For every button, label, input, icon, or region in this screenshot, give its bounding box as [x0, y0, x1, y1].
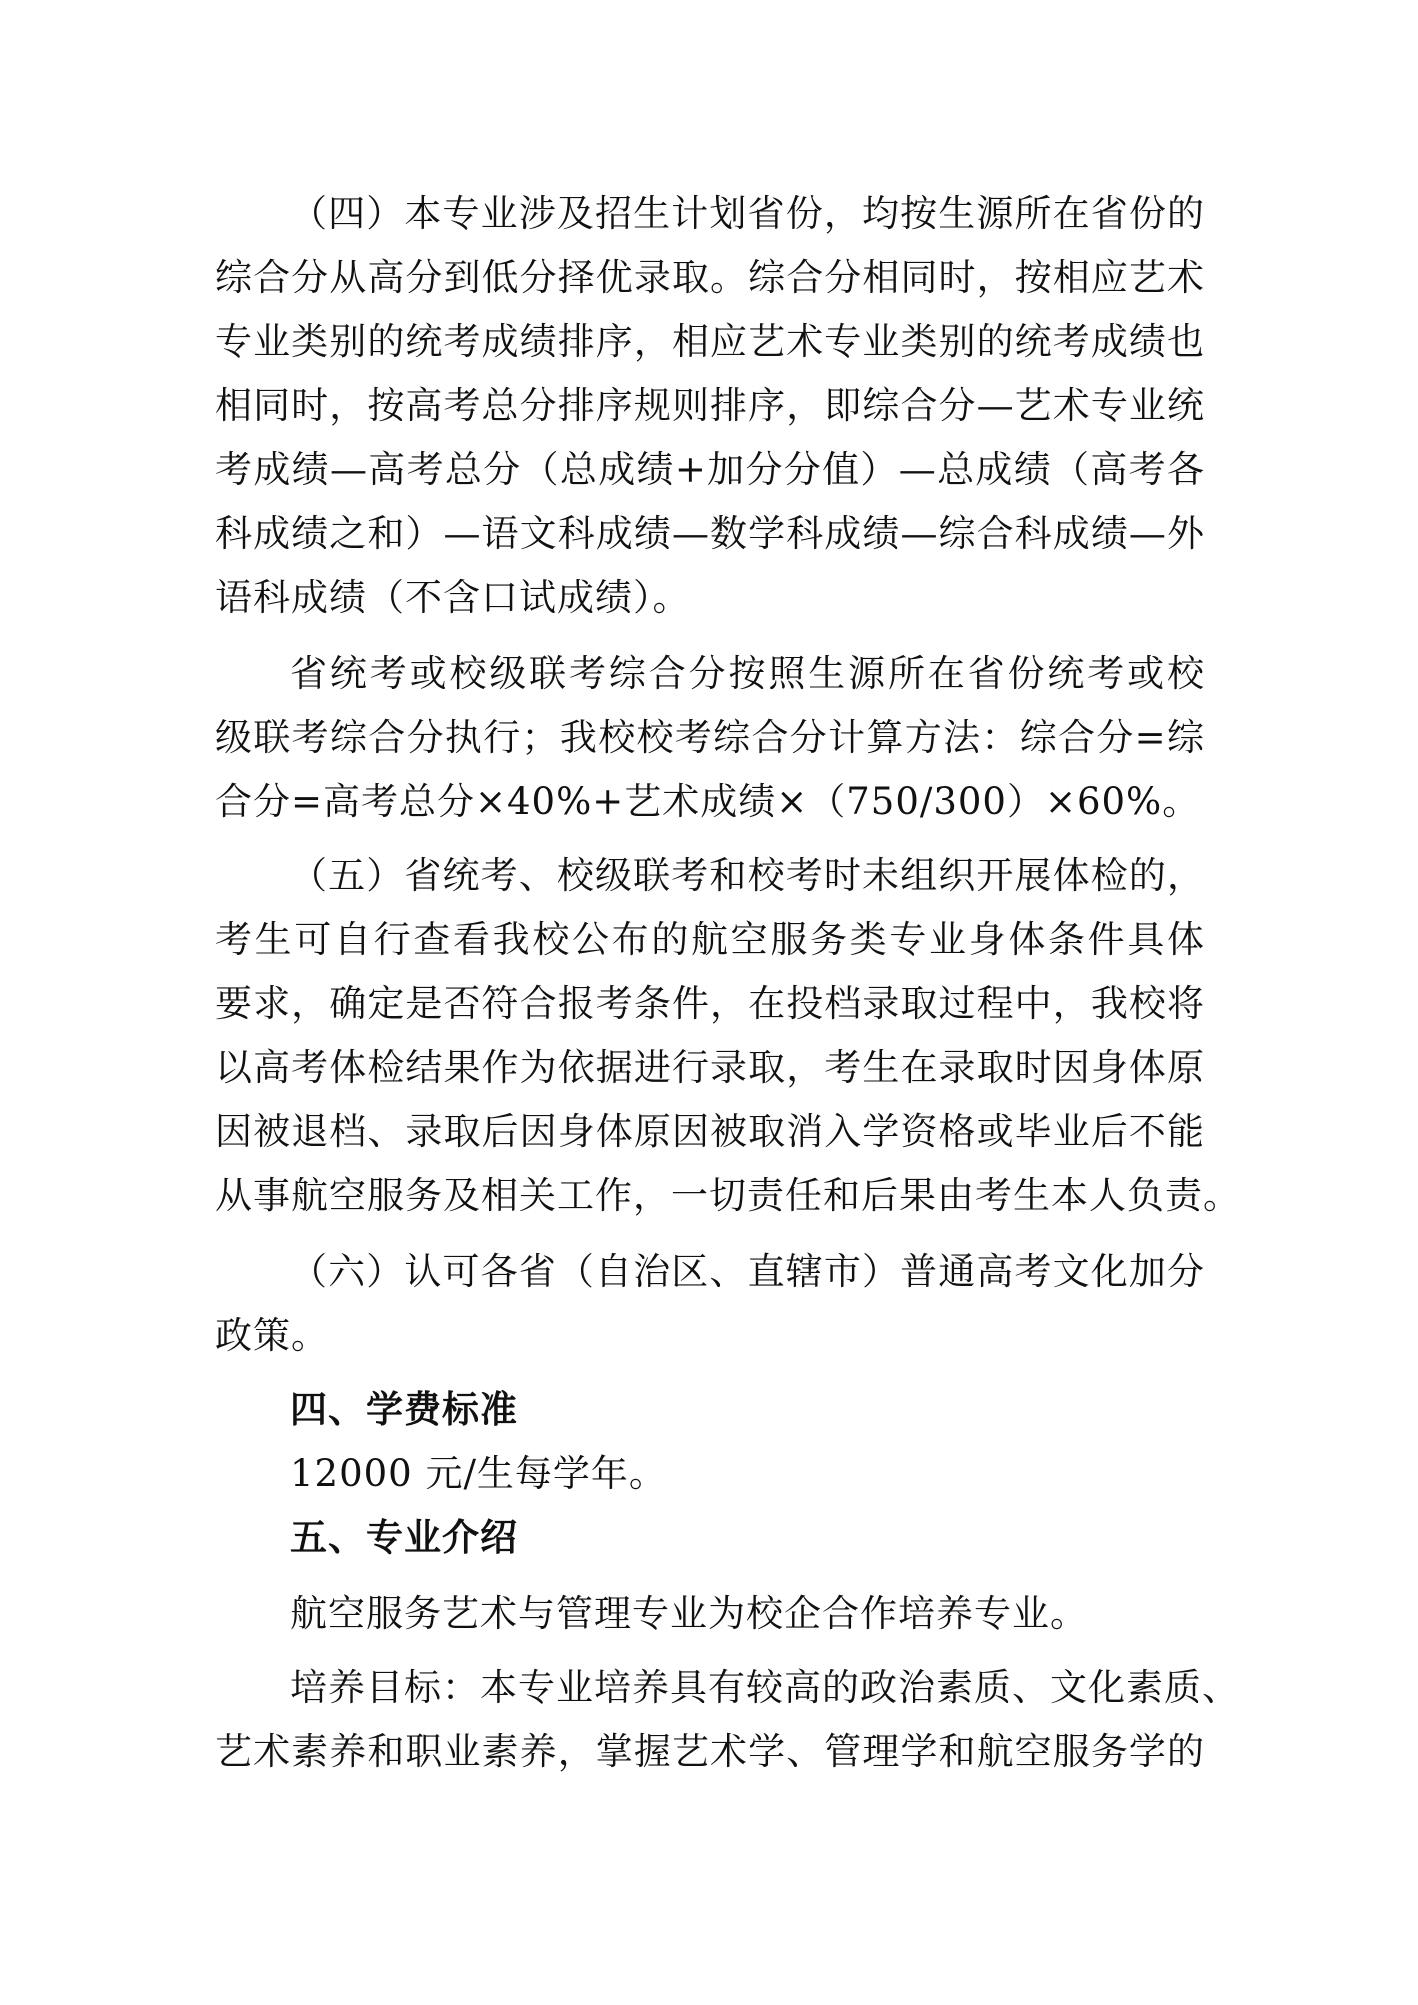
- section-heading-tuition: 四、学费标准: [290, 1388, 518, 1431]
- paragraph-5-line-1: （五）省统考、校级联考和校考时未组织开展体检的，: [290, 854, 1205, 897]
- paragraph-4-line-7: 语科成绩（不含口试成绩）。: [215, 576, 691, 619]
- paragraph-4-line-1: （四）本专业涉及招生计划省份，均按生源所在省份的: [290, 192, 1205, 235]
- training-goal-line-1: [290, 1664, 1240, 1712]
- paragraph-6-line-1: （六）认可各省（自治区、直辖市）普通高考文化加分: [290, 1250, 1205, 1293]
- section-heading-intro: 五、专业介绍: [290, 1516, 518, 1559]
- paragraph-5-line-5: 因被退档、录取后因身体原因被取消入学资格或毕业后不能: [215, 1110, 1205, 1153]
- paragraph-6-line-2: 政策。: [215, 1314, 329, 1357]
- program-intro-text: 航空服务艺术与管理专业为校企合作培养专业。: [290, 1592, 1088, 1635]
- score-paragraph-line-1: 省统考或校级联考综合分按照生源所在省份统考或校: [290, 652, 1205, 695]
- score-paragraph-line-2: 级联考综合分执行；我校校考综合分计算方法：综合分=综: [215, 716, 1205, 759]
- tuition-fee-text: 12000 元/生每学年。: [290, 1452, 667, 1495]
- training-goal-label: 培养目标：: [290, 1666, 480, 1709]
- paragraph-4-line-6: 科成绩之和）—语文科成绩—数学科成绩—综合科成绩—外: [215, 512, 1205, 555]
- paragraph-4-line-2: 综合分从高分到低分择优录取。综合分相同时，按相应艺术: [215, 256, 1205, 299]
- paragraph-4-line-3: 专业类别的统考成绩排序，相应艺术专业类别的统考成绩也: [215, 320, 1205, 363]
- training-goal-line-2: 艺术素养和职业素养，掌握艺术学、管理学和航空服务学的: [215, 1730, 1205, 1773]
- paragraph-4-line-5: 考成绩—高考总分（总成绩+加分分值）—总成绩（高考各: [215, 448, 1205, 491]
- paragraph-5-line-4: 以高考体检结果作为依据进行录取，考生在录取时因身体原: [215, 1046, 1205, 1089]
- paragraph-5-line-2: 考生可自行查看我校公布的航空服务类专业身体条件具体: [215, 918, 1205, 961]
- paragraph-4-line-4: 相同时，按高考总分排序规则排序，即综合分—艺术专业统: [215, 384, 1205, 427]
- training-goal-text-1: 本专业培养具有较高的政治素质、文化素质、: [480, 1666, 1240, 1709]
- paragraph-5-line-6: 从事航空服务及相关工作，一切责任和后果由考生本人负责。: [215, 1174, 1241, 1217]
- paragraph-5-line-3: 要求，确定是否符合报考条件，在投档录取过程中，我校将: [215, 982, 1205, 1025]
- score-paragraph-line-3: 合分=高考总分×40%+艺术成绩×（750/300）×60%。: [215, 780, 1201, 823]
